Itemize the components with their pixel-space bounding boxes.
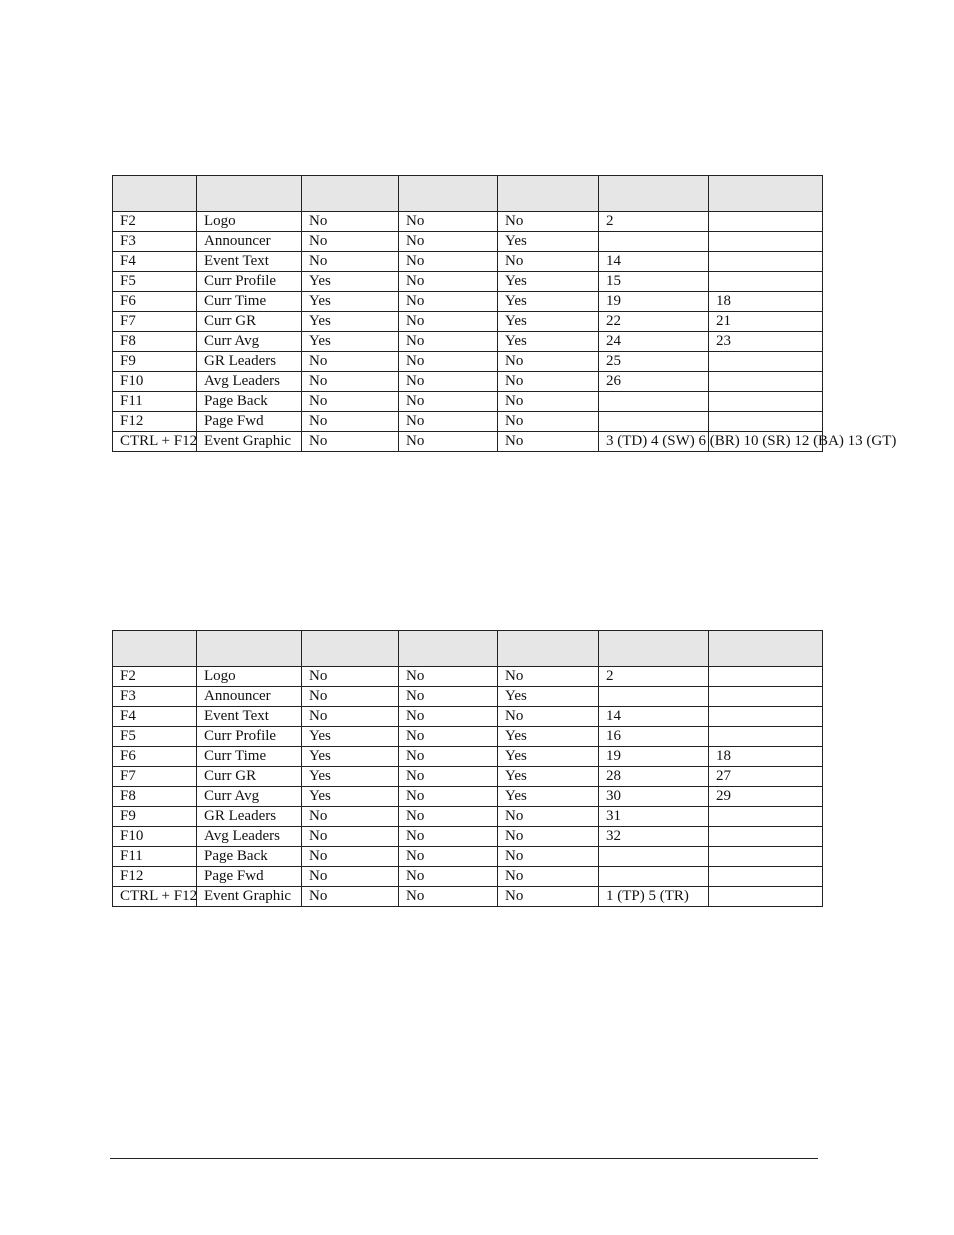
name-cell: GR Leaders [197, 352, 302, 372]
name-cell: Event Graphic [197, 887, 302, 907]
table-row [113, 292, 823, 312]
table-row [113, 352, 823, 372]
col-e-cell: 21 [709, 312, 823, 332]
header-cell [709, 631, 823, 667]
col-a-cell: No [302, 687, 399, 707]
col-e-cell [709, 667, 823, 687]
header-cell [599, 176, 709, 212]
name-cell: Page Back [197, 392, 302, 412]
key-cell: F9 [113, 807, 197, 827]
table-row [113, 747, 823, 767]
col-d-cell [599, 232, 709, 252]
name-cell: Avg Leaders [197, 827, 302, 847]
table-row [113, 232, 823, 252]
name-cell: Announcer [197, 232, 302, 252]
col-d-cell: 14 [599, 252, 709, 272]
key-cell: F8 [113, 787, 197, 807]
table-row [113, 787, 823, 807]
key-cell: F7 [113, 767, 197, 787]
table-row [113, 867, 823, 887]
col-a-cell: No [302, 827, 399, 847]
col-a-cell: Yes [302, 727, 399, 747]
col-d-cell: 22 [599, 312, 709, 332]
col-c-cell: No [498, 372, 599, 392]
header-cell [599, 631, 709, 667]
col-b-cell: No [399, 312, 498, 332]
col-e-cell [709, 212, 823, 232]
col-c-cell: No [498, 807, 599, 827]
col-b-cell: No [399, 272, 498, 292]
col-e-cell: 23 [709, 332, 823, 352]
col-b-cell: No [399, 332, 498, 352]
col-d-cell: 28 [599, 767, 709, 787]
header-cell [197, 176, 302, 212]
col-e-cell [709, 272, 823, 292]
col-b-cell: No [399, 687, 498, 707]
col-a-cell: No [302, 707, 399, 727]
table-1-body [113, 176, 897, 452]
col-c-cell: No [498, 847, 599, 867]
col-b-cell: No [399, 412, 498, 432]
key-cell: F12 [113, 867, 197, 887]
name-cell: Event Text [197, 707, 302, 727]
col-b-cell: No [399, 352, 498, 372]
col-c-cell: No [498, 707, 599, 727]
table-row [113, 392, 823, 412]
name-cell: Page Back [197, 847, 302, 867]
table-row [113, 412, 823, 432]
key-cell: F4 [113, 707, 197, 727]
header-cell [399, 631, 498, 667]
key-cell: F2 [113, 667, 197, 687]
header-cell [302, 176, 399, 212]
col-b-cell: No [399, 432, 498, 452]
col-e-cell [709, 372, 823, 392]
col-d-cell: 15 [599, 272, 709, 292]
col-c-cell: No [498, 867, 599, 887]
key-cell: CTRL + F12 [113, 887, 197, 907]
name-cell: Logo [197, 667, 302, 687]
col-d-cell: 25 [599, 352, 709, 372]
col-c-cell: No [498, 352, 599, 372]
header-cell [498, 631, 599, 667]
col-a-cell: No [302, 432, 399, 452]
col-d-cell: 16 [599, 727, 709, 747]
table-header-row [113, 631, 823, 667]
col-c-cell: No [498, 432, 599, 452]
col-a-cell: No [302, 867, 399, 887]
name-cell: Event Graphic [197, 432, 302, 452]
col-b-cell: No [399, 232, 498, 252]
col-d-cell: 1 (TP) 5 (TR) [599, 887, 709, 907]
table-row [113, 332, 823, 352]
table-row [113, 667, 823, 687]
col-a-cell: No [302, 232, 399, 252]
name-cell: Curr Avg [197, 787, 302, 807]
col-e-cell [709, 847, 823, 867]
col-b-cell: No [399, 667, 498, 687]
name-cell: Curr GR [197, 767, 302, 787]
table-row [113, 212, 823, 232]
name-cell: Announcer [197, 687, 302, 707]
name-cell: GR Leaders [197, 807, 302, 827]
col-d-cell: 30 [599, 787, 709, 807]
col-a-cell: No [302, 807, 399, 827]
col-a-cell: Yes [302, 272, 399, 292]
col-a-cell: Yes [302, 767, 399, 787]
header-cell [197, 631, 302, 667]
col-c-cell: Yes [498, 312, 599, 332]
header-cell [113, 631, 197, 667]
col-e-cell: 29 [709, 787, 823, 807]
key-cell: F10 [113, 827, 197, 847]
key-cell: F6 [113, 292, 197, 312]
col-d-cell: 2 [599, 667, 709, 687]
col-a-cell: Yes [302, 747, 399, 767]
header-cell [113, 176, 197, 212]
key-cell: F11 [113, 392, 197, 412]
key-cell: F10 [113, 372, 197, 392]
key-cell: F9 [113, 352, 197, 372]
col-a-cell: Yes [302, 312, 399, 332]
col-a-cell: No [302, 352, 399, 372]
col-a-cell: No [302, 847, 399, 867]
col-c-cell: Yes [498, 332, 599, 352]
table-row [113, 807, 823, 827]
col-a-cell: No [302, 412, 399, 432]
col-e-cell [709, 412, 823, 432]
col-d-cell: 26 [599, 372, 709, 392]
col-b-cell: No [399, 807, 498, 827]
table-row [113, 827, 823, 847]
footer-rule [110, 1158, 818, 1159]
header-cell [302, 631, 399, 667]
col-e-cell: 18 [709, 747, 823, 767]
name-cell: Curr Avg [197, 332, 302, 352]
col-e-cell [709, 727, 823, 747]
key-cell: F5 [113, 727, 197, 747]
name-cell: Curr Time [197, 292, 302, 312]
table-row [113, 707, 823, 727]
table-2-body [113, 631, 823, 907]
col-a-cell: Yes [302, 332, 399, 352]
col-c-cell: No [498, 827, 599, 847]
col-e-cell: 27 [709, 767, 823, 787]
name-cell: Logo [197, 212, 302, 232]
col-d-cell [599, 392, 709, 412]
col-a-cell: Yes [302, 292, 399, 312]
name-cell: Curr Time [197, 747, 302, 767]
col-d-cell [599, 847, 709, 867]
col-c-cell: Yes [498, 747, 599, 767]
col-e-cell [709, 887, 823, 907]
col-b-cell: No [399, 292, 498, 312]
col-d-cell [599, 687, 709, 707]
col-d-cell: 19 [599, 747, 709, 767]
col-b-cell: No [399, 867, 498, 887]
col-d-cell: 3 (TD) 4 (SW) 6 (BR) 10 (SR) 12 (BA) 13 (GT) [599, 432, 709, 452]
key-cell: CTRL + F12 [113, 432, 197, 452]
table-row [113, 767, 823, 787]
col-d-cell: 24 [599, 332, 709, 352]
col-a-cell: Yes [302, 787, 399, 807]
col-c-cell: Yes [498, 687, 599, 707]
key-cell: F2 [113, 212, 197, 232]
col-c-cell: No [498, 392, 599, 412]
key-cell: F5 [113, 272, 197, 292]
table-row [113, 272, 823, 292]
name-cell: Event Text [197, 252, 302, 272]
col-a-cell: No [302, 667, 399, 687]
table-row [113, 727, 823, 747]
name-cell: Page Fwd [197, 867, 302, 887]
col-a-cell: No [302, 887, 399, 907]
col-c-cell: Yes [498, 272, 599, 292]
name-cell: Curr Profile [197, 272, 302, 292]
col-d-cell: 2 [599, 212, 709, 232]
col-c-cell: Yes [498, 232, 599, 252]
col-b-cell: No [399, 767, 498, 787]
col-e-cell [709, 392, 823, 412]
col-e-cell [709, 867, 823, 887]
col-a-cell: No [302, 392, 399, 412]
col-b-cell: No [399, 372, 498, 392]
col-e-cell [709, 807, 823, 827]
col-d-cell [599, 412, 709, 432]
col-d-cell: 31 [599, 807, 709, 827]
col-c-cell: Yes [498, 767, 599, 787]
col-c-cell: No [498, 667, 599, 687]
col-e-cell [709, 352, 823, 372]
key-cell: F8 [113, 332, 197, 352]
table-row [113, 432, 823, 452]
key-cell: F3 [113, 232, 197, 252]
col-b-cell: No [399, 392, 498, 412]
name-cell: Page Fwd [197, 412, 302, 432]
table-row [113, 687, 823, 707]
table-row [113, 887, 823, 907]
table-row [113, 252, 823, 272]
col-c-cell: Yes [498, 727, 599, 747]
header-cell [498, 176, 599, 212]
col-e-cell [709, 687, 823, 707]
table-row [113, 847, 823, 867]
col-c-cell: No [498, 252, 599, 272]
col-d-cell [599, 867, 709, 887]
col-a-cell: No [302, 212, 399, 232]
col-b-cell: No [399, 747, 498, 767]
name-cell: Curr Profile [197, 727, 302, 747]
key-cell: F12 [113, 412, 197, 432]
table-row [113, 312, 823, 332]
col-e-cell [709, 232, 823, 252]
key-cell: F3 [113, 687, 197, 707]
col-d-cell: 19 [599, 292, 709, 312]
col-b-cell: No [399, 847, 498, 867]
col-e-cell [709, 252, 823, 272]
col-b-cell: No [399, 252, 498, 272]
header-cell [709, 176, 823, 212]
col-b-cell: No [399, 787, 498, 807]
col-c-cell: No [498, 212, 599, 232]
col-d-cell: 32 [599, 827, 709, 847]
col-b-cell: No [399, 707, 498, 727]
key-cell: F4 [113, 252, 197, 272]
header-cell [399, 176, 498, 212]
key-cell: F11 [113, 847, 197, 867]
col-e-cell: 18 [709, 292, 823, 312]
col-b-cell: No [399, 827, 498, 847]
col-a-cell: No [302, 372, 399, 392]
key-function-table-2 [112, 630, 823, 907]
col-d-cell: 14 [599, 707, 709, 727]
col-e-cell [709, 827, 823, 847]
col-b-cell: No [399, 887, 498, 907]
name-cell: Curr GR [197, 312, 302, 332]
table-row [113, 372, 823, 392]
col-b-cell: No [399, 727, 498, 747]
table-header-row [113, 176, 823, 212]
col-c-cell: No [498, 412, 599, 432]
col-b-cell: No [399, 212, 498, 232]
col-c-cell: No [498, 887, 599, 907]
key-function-table-1 [112, 175, 897, 452]
col-e-cell [709, 707, 823, 727]
name-cell: Avg Leaders [197, 372, 302, 392]
col-c-cell: Yes [498, 292, 599, 312]
key-cell: F6 [113, 747, 197, 767]
key-cell: F7 [113, 312, 197, 332]
col-a-cell: No [302, 252, 399, 272]
col-c-cell: Yes [498, 787, 599, 807]
